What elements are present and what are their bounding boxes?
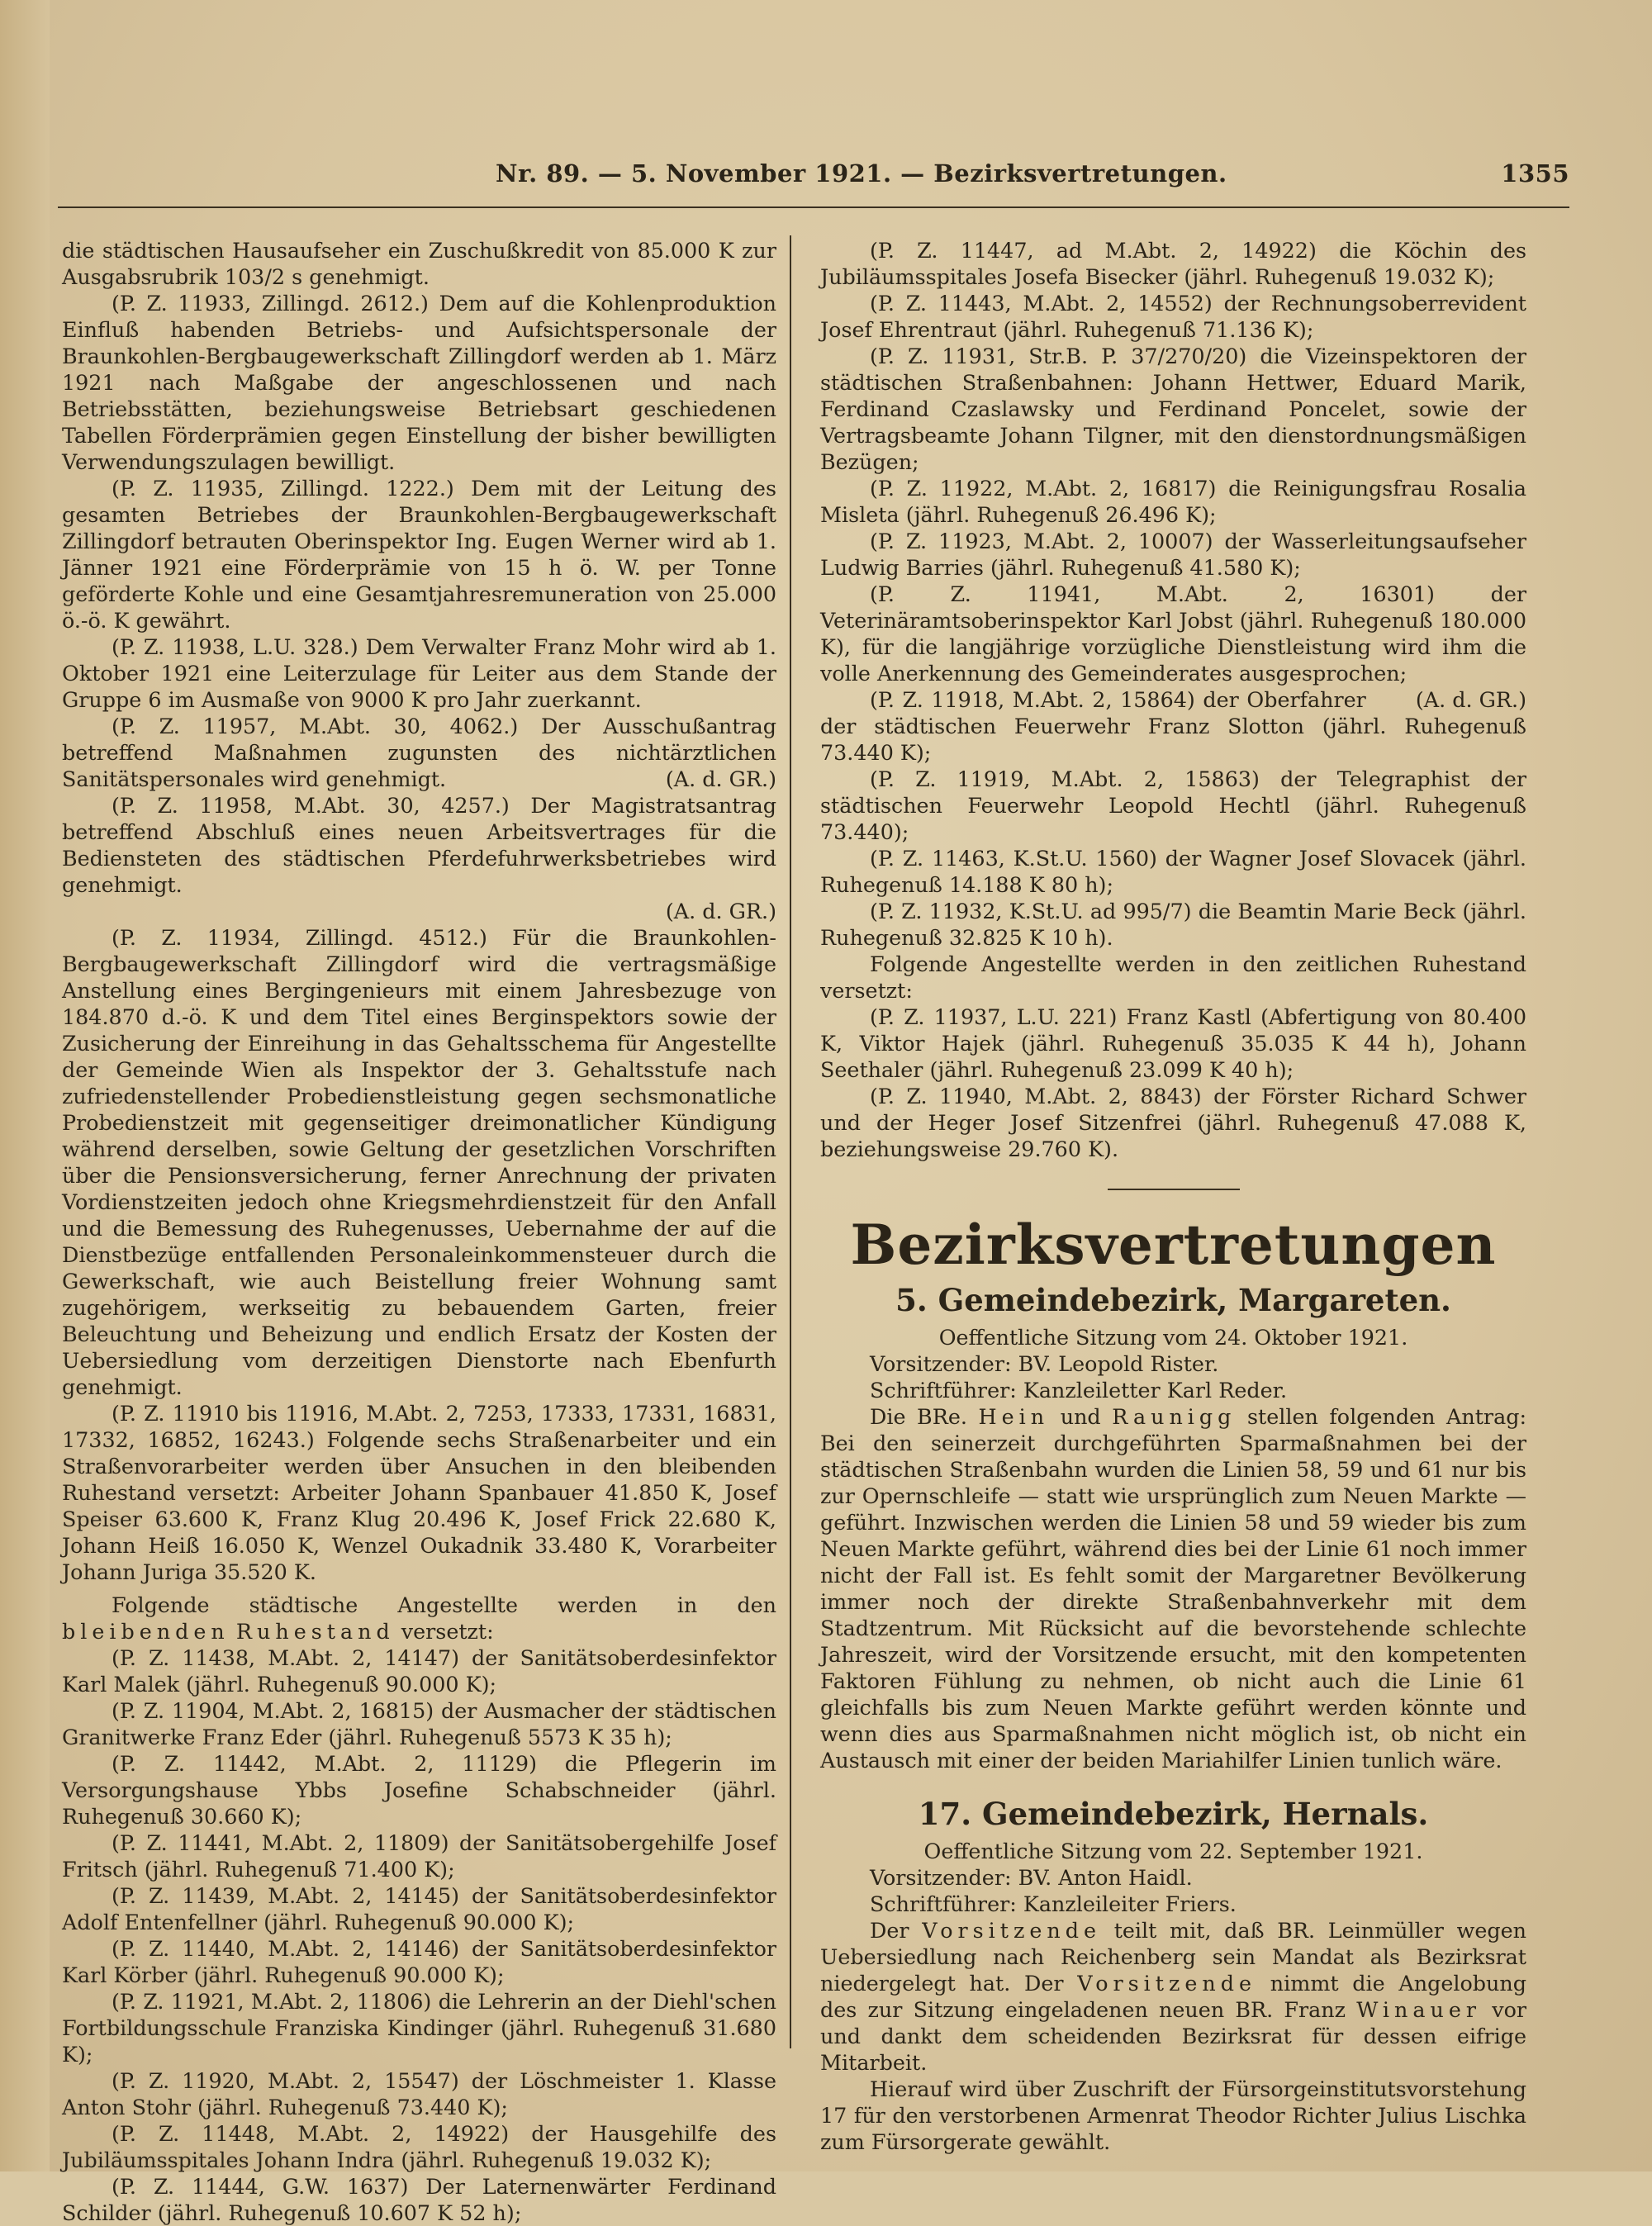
secretary-line: [820, 1891, 1526, 1917]
spaced-word: Vorsitzende: [1077, 1971, 1257, 1996]
paragraph-text: (P. Z. 11941, M.Abt. 2, 16301) der Veterinäramtsoberinspektor Karl Jobst (jährl. Ruhegenuß 180.000 K), für die langjährige vorzügliche Dienstleistung wird ihm die volle Anerkennung des Gemeinderates ausgesprochen;: [820, 581, 1526, 686]
paragraph: (P. Z. 11918, M.Abt. 2, 15864) der Oberfahrer der städtischen Feuerwehr Franz Slotton (jährl. Ruhegenuß 73.440 K);: [820, 687, 1526, 765]
secretary-line: [820, 1377, 1526, 1403]
paragraph: [820, 1403, 1526, 1773]
text: teilt mit, daß BR. Leinmüller wegen Uebersiedlung nach Reichenberg sein Mandat als Bezirksrat niedergelegt hat. Der: [820, 1918, 1526, 1996]
session-line: Oeffentliche Sitzung vom 24. Oktober 1921.: [938, 1325, 1408, 1350]
paragraph: Folgende Angestellte werden in den zeitlichen Ruhestand versetzt:: [820, 952, 1526, 1003]
value: BV. Anton Haidl.: [1018, 1865, 1193, 1890]
paragraph-text: (P. Z. 11957, M.Abt. 30, 4062.) Der Ausschußantrag betreffend Maßnahmen zugunsten des nichtärztlichen Sanitätspersonales wird genehmigt.: [62, 714, 776, 791]
label: Vorsitzender:: [870, 1865, 1012, 1890]
paragraph: (P. Z. 11940, M.Abt. 2, 8843) der Förster Richard Schwer und der Heger Josef Sitzenfrei (jährl. Ruhegenuß 47.088 K, beziehungsweise 29.760 K).: [820, 1084, 1526, 1161]
paragraph: (P. Z. 11937, L.U. 221) Franz Kastl (Abfertigung von 80.400 K, Viktor Hajek (jährl. Ruhegenuß 35.035 K 44 h), Johann Seethaler (jährl. Ruhegenuß 23.099 K 40 h);: [820, 1004, 1526, 1082]
paragraph: (P. Z. 11935, Zillingd. 1222.) Dem mit der Leitung des gesamten Betriebes der Braunkohlen-Bergbaugewerkschaft Zillingdorf betrauten Oberinspektor Ing. Eugen Werner wird ab 1. Jänner 1921 eine Förderprämie von 15 h ö. W. per Tonne geförderte Kohle und eine Gesamtjahresremuneration von 25.000 ö.-ö. K gewährt.: [62, 476, 776, 633]
text: nimmt die Angelobung des zur Sitzung eingeladenen neuen BR. Franz: [820, 1971, 1526, 2022]
paragraph: [820, 1917, 1526, 2076]
spaced-word: Ruhestand: [235, 1619, 395, 1644]
chair-line: [820, 1350, 1526, 1377]
header-rule: [58, 206, 1569, 208]
label: Vorsitzender:: [870, 1351, 1012, 1376]
paragraph: (P. Z. 11938, L.U. 328.) Dem Verwalter Franz Mohr wird ab 1. Oktober 1921 eine Leiterzulage für Leiter aus dem Stande der Gruppe 6 im Ausmaße von 9000 K pro Jahr zuerkannt.: [62, 634, 776, 712]
value: Kanzleiletter Karl Reder.: [1023, 1378, 1288, 1403]
section-title: Bezirksvertretungen: [850, 1213, 1497, 1277]
paragraph: (P. Z. 11931, Str.B. P. 37/270/20) die Vizeinspektoren der städtischen Straßenbahnen: Johann Hettwer, Eduard Marik, Ferdinand Czaslawsky und Ferdinand Poncelet, sowie der Vertragsbeamte Johann Tilgner, mit den dienstordnungsmäßigen Bezügen;: [820, 344, 1526, 474]
text: und: [1060, 1404, 1101, 1429]
column-divider: [790, 235, 791, 2048]
page-edge: [0, 0, 50, 2171]
spaced-word: Vorsitzende: [922, 1918, 1102, 1943]
reference-tag: (A. d. GR.): [665, 767, 776, 791]
paragraph: (P. Z. 11958, M.Abt. 30, 4257.) Der Magistratsantrag betreffend Abschluß eines neuen Arbeitsvertrages für die Bediensteten des städtischen Pferdefuhrwerksbetriebes wird genehmigt.: [62, 793, 776, 897]
paragraph: (P. Z. 11439, M.Abt. 2, 14145) der Sanitätsoberdesinfektor Adolf Entenfellner (jährl. Ruhegenuß 90.000 K);: [62, 1883, 776, 1934]
paragraph: (P. Z. 11933, Zillingd. 2612.) Dem auf die Kohlenproduktion Einfluß habenden Betriebs- und Aufsichtspersonale der Braunkohlen-Bergbaugewerkschaft Zillingdorf werden ab 1. März 1921 nach Maßgabe der angeschlossenen und nach Betriebsstätten, beziehungsweise Betriebsart geschiedenen Tabellen Förderprämien gegen Einstellung der bisher bewilligten Verwendungszulagen bewilligt.: [62, 291, 776, 474]
paragraph: (P. Z. 11442, M.Abt. 2, 11129) die Pflegerin im Versorgungshause Ybbs Josefine Schabschneider (jährl. Ruhegenuß 30.660 K);: [62, 1751, 776, 1829]
reference-tag: (A. d. GR.): [1415, 687, 1526, 712]
paragraph: (P. Z. 11920, M.Abt. 2, 15547) der Löschmeister 1. Klasse Anton Stohr (jährl. Ruhegenuß 73.440 K);: [62, 2068, 776, 2119]
spaced-name: Hein: [978, 1404, 1050, 1429]
paragraph: (P. Z. 11904, M.Abt. 2, 16815) der Ausmacher der städtischen Granitwerke Franz Eder (jährl. Ruhegenuß 5573 K 35 h);: [62, 1698, 776, 1749]
paragraph: (P. Z. 11932, K.St.U. ad 995/7) die Beamtin Marie Beck (jährl. Ruhegenuß 32.825 K 10 h).: [820, 899, 1526, 950]
section-divider: [1108, 1189, 1240, 1190]
chair-line: [820, 1864, 1526, 1891]
value: BV. Leopold Rister.: [1018, 1351, 1219, 1376]
district-title: 17. Gemeindebezirk, Hernals.: [918, 1796, 1429, 1832]
paragraph: (P. Z. 11438, M.Abt. 2, 14147) der Sanitätsoberdesinfektor Karl Malek (jährl. Ruhegenuß 90.000 K);: [62, 1645, 776, 1697]
paragraph: (P. Z. 11923, M.Abt. 2, 10007) der Wasserleitungsaufseher Ludwig Barries (jährl. Ruhegenuß 41.580 K);: [820, 529, 1526, 580]
paragraph: [62, 1592, 776, 1645]
paragraph: (P. Z. 11443, M.Abt. 2, 14552) der Rechnungsoberrevident Josef Ehrentraut (jährl. Ruhegenuß 71.136 K);: [820, 291, 1526, 342]
intro-text: versetzt:: [401, 1619, 494, 1644]
reference-tag: (A. d. GR.): [665, 899, 776, 923]
label: Schriftführer:: [870, 1378, 1017, 1403]
paragraph: (P. Z. 11440, M.Abt. 2, 14146) der Sanitätsoberdesinfektor Karl Körber (jährl. Ruhegenuß 90.000 K);: [62, 1936, 776, 1987]
spaced-word: bleibenden: [62, 1619, 230, 1644]
text: Die BRe.: [870, 1404, 967, 1429]
paragraph: (P. Z. 11922, M.Abt. 2, 16817) die Reinigungsfrau Rosalia Misleta (jährl. Ruhegenuß 26.496 K);: [820, 476, 1526, 527]
header-title: Nr. 89. — 5. November 1921. — Bezirksvertretungen.: [496, 159, 1227, 187]
paragraph: [820, 581, 1526, 712]
paragraph: [62, 713, 776, 792]
label: Schriftführer:: [870, 1891, 1017, 1916]
text: Der: [870, 1918, 909, 1943]
text: stellen folgenden Antrag: Bei den seinerzeit durchgeführten Sparmaßnahmen bei der städtischen Straßenbahn wurden die Linien 58, 59 und 61 nur bis zur Opernschleife — statt wie ursprünglich zum Neuen Markte — geführt. Inzwischen werden die Linien 58 und 59 wieder bis zum Neuen Markte geführt, während dies bei der Linie 61 noch immer nicht der Fall ist. Es fehlt somit der Margaretner Bevölkerung immer noch der direkte Straßenbahnverkehr mit dem Stadtzentrum. Mit Rücksicht auf die bevorstehende schlechte Jahreszeit, wird der Vorsitzende ersucht, mit den kompetenten Faktoren Fühlung zu nehmen, ob nicht auch die Linie 61 gleichfalls bis zum Neuen Markte geführt werden könnte und wenn dies aus Sparmaßnahmen nicht möglich ist, ob nicht ein Austausch mit einer der beiden Mariahilfer Linien tunlich wäre.: [820, 1404, 1527, 1773]
paragraph: (P. Z. 11910 bis 11916, M.Abt. 2, 7253, 17333, 17331, 16831, 17332, 16852, 16243.) Folgende sechs Straßenarbeiter und ein Straßenvorarbeiter werden über Ansuchen in den bleibenden Ruhestand versetzt: Arbeiter Johann Spanbauer 41.850 K, Josef Speiser 63.600 K, Franz Klug 20.496 K, Josef Frick 22.680 K, Johann Heiß 16.050 K, Wenzel Oukadnik 33.480 K, Vorarbeiter Johann Juriga 35.520 K.: [62, 1401, 776, 1584]
paragraph: (P. Z. 11919, M.Abt. 2, 15863) der Telegraphist der städtischen Feuerwehr Leopold Hechtl (jährl. Ruhegenuß 73.440);: [820, 767, 1526, 844]
left-column: [62, 237, 776, 2226]
text: vor und dankt dem scheidenden Bezirksrat für dessen eifrige Mitarbeit.: [820, 1997, 1526, 2075]
intro-text: Folgende städtische Angestellte werden in den: [112, 1592, 776, 1617]
value: Kanzleileiter Friers.: [1023, 1891, 1237, 1916]
paragraph: (P. Z. 11934, Zillingd. 4512.) Für die Braunkohlen-Bergbaugewerkschaft Zillingdorf wird die vertragsmäßige Anstellung eines Bergingenieurs mit einem Jahresbezuge von 184.870 d.-ö. K und dem Titel eines Berginspektors sowie der Zusicherung der Einreihung in das Gehaltsschema für Angestellte der Gemeinde Wien als Inspektor der 3. Gehaltsstufe nach zufriedenstellender Probedienstleistung gegen sechsmonatliche Probedienstzeit mit gegenseitiger dreimonatlicher Kündigung während derselben, sowie Geltung der gesetzlichen Vorschriften über die Pensionsversicherung, ferner Anrechnung der privaten Vordienstzeiten jedoch ohne Kriegsmehrdienstzeit für den Anfall und die Bemessung des Ruhegenusses, Uebernahme der auf die Dienstbezüge entfallenden Personaleinkommensteuer durch die Gewerkschaft, wie auch Beistellung freier Wohnung samt zugehörigem, werkseitig zu bebauendem Garten, freier Beleuchtung und Beheizung und endlich Ersatz der Kosten der Uebersiedlung vom derzeitigen Dienstorte nach Ebenfurth genehmigt.: [62, 925, 776, 1399]
paragraph: (P. Z. 11447, ad M.Abt. 2, 14922) die Köchin des Jubiläumsspitales Josefa Bisecker (jährl. Ruhegenuß 19.032 K);: [820, 238, 1526, 289]
paragraph: (P. Z. 11463, K.St.U. 1560) der Wagner Josef Slovacek (jährl. Ruhegenuß 14.188 K 80 h);: [820, 846, 1526, 897]
spaced-name: Raunigg: [1112, 1404, 1237, 1429]
page-number: 1355: [1501, 159, 1569, 187]
paragraph: (P. Z. 11441, M.Abt. 2, 11809) der Sanitätsobergehilfe Josef Fritsch (jährl. Ruhegenuß 71.400 K);: [62, 1830, 776, 1882]
district-title: 5. Gemeindebezirk, Margareten.: [895, 1282, 1451, 1318]
paragraph: die städtischen Hausaufseher ein Zuschußkredit von 85.000 K zur Ausgabsrubrik 103/2 s genehmigt.: [62, 238, 776, 289]
paragraph: Hierauf wird über Zuschrift der Fürsorgeinstitutsvorstehung 17 für den verstorbenen Armenrat Theodor Richter Julius Lischka zum Fürsorgerate gewählt.: [820, 2076, 1526, 2154]
spaced-name: Winauer: [1356, 1997, 1482, 2022]
paragraph: (P. Z. 11448, M.Abt. 2, 14922) der Hausgehilfe des Jubiläumsspitales Johann Indra (jährl. Ruhegenuß 19.032 K);: [62, 2121, 776, 2172]
paragraph: (P. Z. 11444, G.W. 1637) Der Laternenwärter Ferdinand Schilder (jährl. Ruhegenuß 10.607 K 52 h);: [62, 2174, 776, 2225]
paragraph: (P. Z. 11921, M.Abt. 2, 11806) die Lehrerin an der Diehl'schen Fortbildungsschule Franziska Kindinger (jährl. Ruhegenuß 31.680 K);: [62, 1989, 776, 2067]
right-column: [820, 237, 1526, 2155]
session-line: Oeffentliche Sitzung vom 22. September 1921.: [923, 1839, 1423, 1863]
page-header: [496, 159, 1569, 201]
